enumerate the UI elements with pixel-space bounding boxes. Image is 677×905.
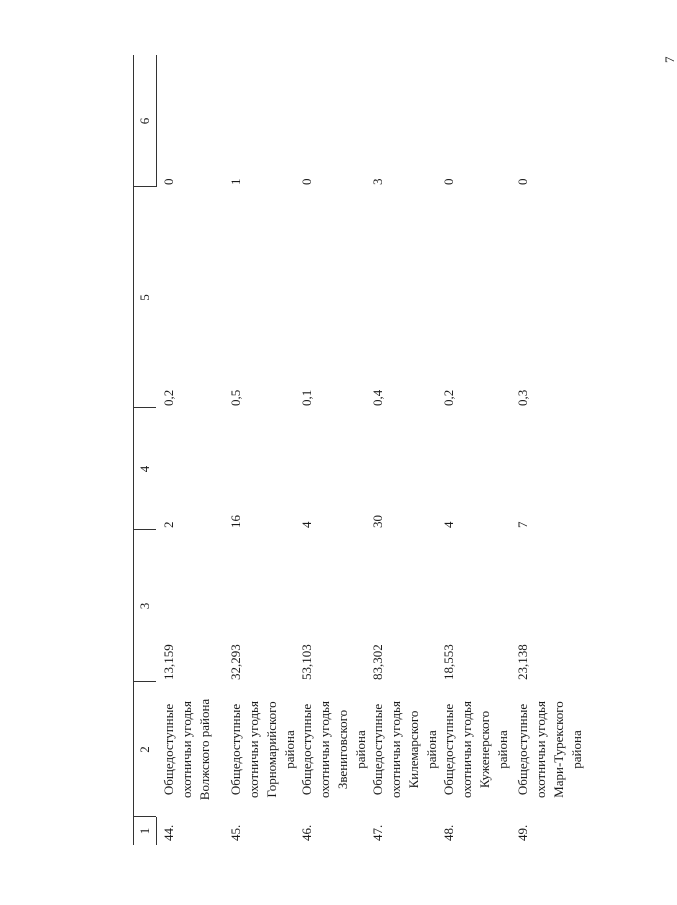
col4-value: 2 (161, 521, 176, 528)
area-name-line: охотничьи угодья (317, 701, 332, 798)
area-name-line: Общедоступные (441, 703, 456, 796)
area-name-line: Килемарского (406, 710, 421, 789)
table-row (224, 55, 297, 845)
col4-value: 7 (515, 521, 530, 528)
table-row (511, 55, 584, 845)
column-header: 5 (137, 294, 152, 301)
col5-value: 0,4 (370, 389, 385, 406)
area-name-line: охотничьи угодья (533, 701, 548, 798)
table-row (366, 55, 439, 845)
col3-value: 83,302 (370, 644, 385, 680)
area-name-line: Горномарийского (264, 701, 279, 798)
area-name-line: охотничьи угодья (179, 701, 194, 798)
col3-value: 23,138 (515, 644, 530, 680)
col3-value: 53,103 (299, 644, 314, 680)
row-number: 49. (515, 824, 530, 841)
area-name-line: Общедоступные (299, 703, 314, 796)
area-name-line: Общедоступные (161, 703, 176, 796)
column-header: 3 (137, 602, 152, 610)
col5-value: 0,1 (299, 389, 314, 406)
col3-value: 18,553 (441, 644, 456, 680)
col4-value: 4 (441, 521, 456, 528)
area-name (366, 682, 439, 817)
area-name-line: Волжского района (197, 698, 212, 801)
col6-value: 0 (299, 178, 314, 185)
col5-value: 0,3 (515, 389, 530, 406)
column-header: 6 (137, 117, 152, 125)
col4-value: 30 (370, 515, 385, 528)
col3-value: 13,159 (161, 644, 176, 680)
area-name-line: района (282, 730, 297, 769)
column-header: 2 (137, 746, 152, 753)
area-name-line: Общедоступные (228, 703, 243, 796)
area-name-line: района (353, 730, 368, 769)
row-number: 46. (299, 824, 314, 841)
area-name (295, 682, 368, 817)
col6-value: 3 (370, 178, 385, 185)
area-name-line: района (495, 730, 510, 769)
row-number: 45. (228, 824, 243, 841)
area-name (437, 682, 510, 817)
table-row (295, 55, 368, 845)
col6-value: 1 (228, 178, 243, 185)
col6-value: 0 (161, 178, 176, 185)
area-name-line: охотничьи угодья (388, 701, 403, 798)
col4-value: 4 (299, 521, 314, 528)
area-name-line: Общедоступные (370, 703, 385, 796)
area-name-line: охотничьи угодья (459, 701, 474, 798)
table-row (437, 55, 510, 845)
area-name (511, 682, 584, 817)
col4-value: 16 (228, 515, 243, 528)
col5-value: 0,2 (441, 389, 456, 406)
area-name (224, 682, 297, 817)
page-number: 7 (662, 56, 677, 63)
area-name-line: Мари-Турекского (551, 701, 566, 798)
col3-value: 32,293 (228, 644, 243, 680)
area-name-line: Общедоступные (515, 703, 530, 796)
area-name (157, 682, 227, 817)
col6-value: 0 (441, 178, 456, 185)
column-header: 4 (137, 465, 152, 473)
col5-value: 0,2 (161, 389, 176, 406)
row-number: 47. (370, 824, 385, 841)
row-number: 48. (441, 824, 456, 841)
area-name-line: района (569, 730, 584, 769)
row-number: 44. (161, 824, 176, 841)
table-row (157, 55, 227, 845)
column-header: 1 (137, 827, 152, 835)
area-name-line: Куженерского (477, 710, 492, 789)
table-header-row (133, 55, 156, 845)
area-name-line: охотничьи угодья (246, 701, 261, 798)
area-name-line: Звениговского (335, 709, 350, 790)
col6-value: 0 (515, 178, 530, 185)
col5-value: 0,5 (228, 389, 243, 406)
area-name-line: района (424, 730, 439, 769)
